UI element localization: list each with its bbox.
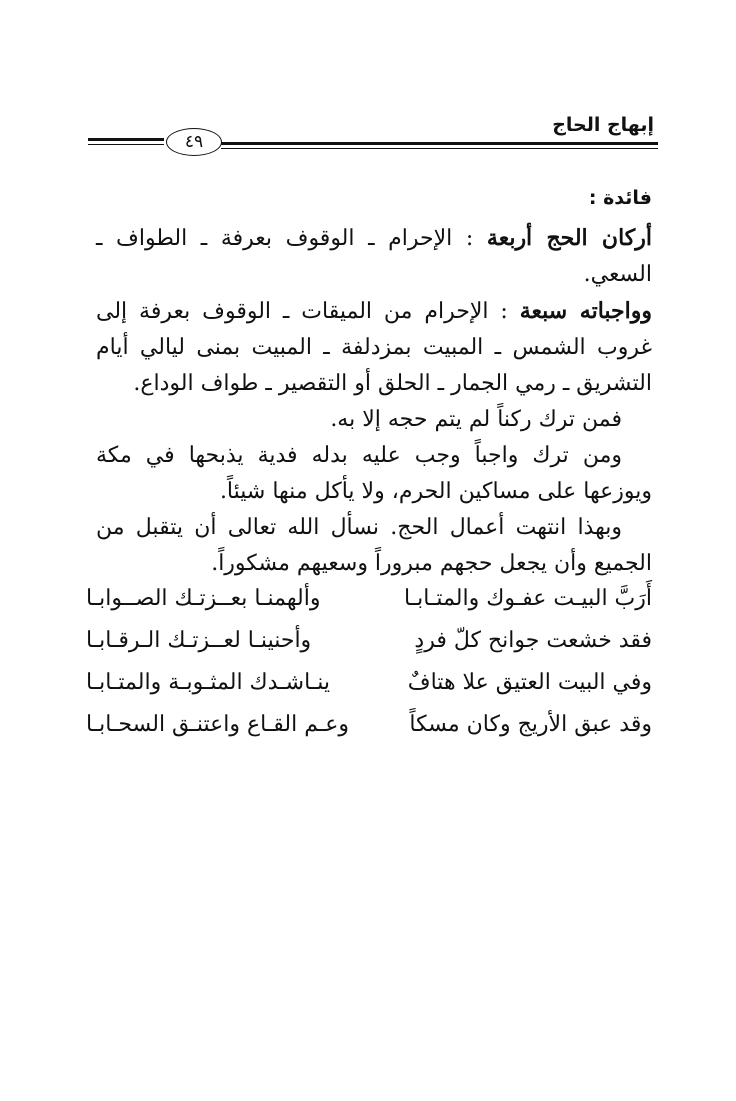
paragraph-obligations — [96, 293, 652, 402]
poem-verse — [86, 662, 652, 704]
page-header — [88, 108, 658, 156]
paragraph-text: : الإحرام من الميقات ـ الوقوف بعرفة إلى غروب الشمس ـ المبيت بمزدلفة ـ المبيت بمنى ليالي أيام التشريق ـ رمي الجمار ـ الحلق أو التقصير ـ طواف الوداع. — [96, 299, 652, 396]
paragraph-closing — [96, 510, 652, 582]
header-rule — [221, 142, 658, 145]
poem-verse — [86, 620, 652, 662]
paragraph-lead: وواجباته سبعة — [519, 298, 653, 324]
body-text — [96, 180, 652, 582]
verse-second-half: وأحنينـا لعــزتـك الـرقـابـا — [86, 628, 312, 653]
paragraph-text: وبهذا انتهت أعمال الحج. نسأل الله تعالى أن يتقبل من الجميع وأن يجعل حجهم مبروراً وسعيهم مشكوراً. — [96, 515, 652, 576]
header-left-rule — [88, 138, 164, 141]
poem-verse — [86, 704, 652, 746]
verse-first-half: وقد عبق الأريج وكان مسكاً — [409, 712, 652, 737]
header-left-rule-thin — [88, 144, 164, 145]
verse-first-half: وفي البيت العتيق علا هتافٌ — [407, 670, 652, 695]
running-title: إبهاج الحاج — [552, 114, 654, 136]
verse-second-half: وعـم القـاع واعتنـق السحـابـا — [86, 712, 350, 737]
paragraph-text: : الإحرام ـ الوقوف بعرفة ـ الطواف ـ السعي. — [96, 226, 652, 287]
header-rule-thin — [221, 148, 658, 149]
page-number: ٤٩ — [166, 128, 222, 156]
poem — [86, 578, 652, 746]
poem-verse — [86, 578, 652, 620]
paragraph-lead: أركان الحج أربعة — [486, 225, 652, 251]
section-heading: فائدة : — [588, 187, 652, 209]
verse-second-half: ينـاشـدك المثـوبـة والمتـابـا — [86, 670, 331, 695]
paragraph-pillars — [96, 220, 652, 293]
paragraph-text: فمن ترك ركناً لم يتم حجه إلا به. — [330, 407, 622, 432]
verse-first-half: أَرَبَّ البيـت عفـوك والمتـابـا — [404, 586, 652, 611]
paragraph-pillar-rule — [96, 402, 652, 438]
verse-first-half: فقد خشعت جوانح كلّ فردٍ — [414, 628, 652, 653]
paragraph-obligation-rule — [96, 438, 652, 510]
verse-second-half: وألهمنـا بعــزتـك الصــوابـا — [86, 586, 321, 611]
paragraph-text: ومن ترك واجباً وجب عليه بدله فدية يذبحها في مكة ويوزعها على مساكين الحرم، ولا يأكل منها شيئاً. — [96, 443, 652, 504]
